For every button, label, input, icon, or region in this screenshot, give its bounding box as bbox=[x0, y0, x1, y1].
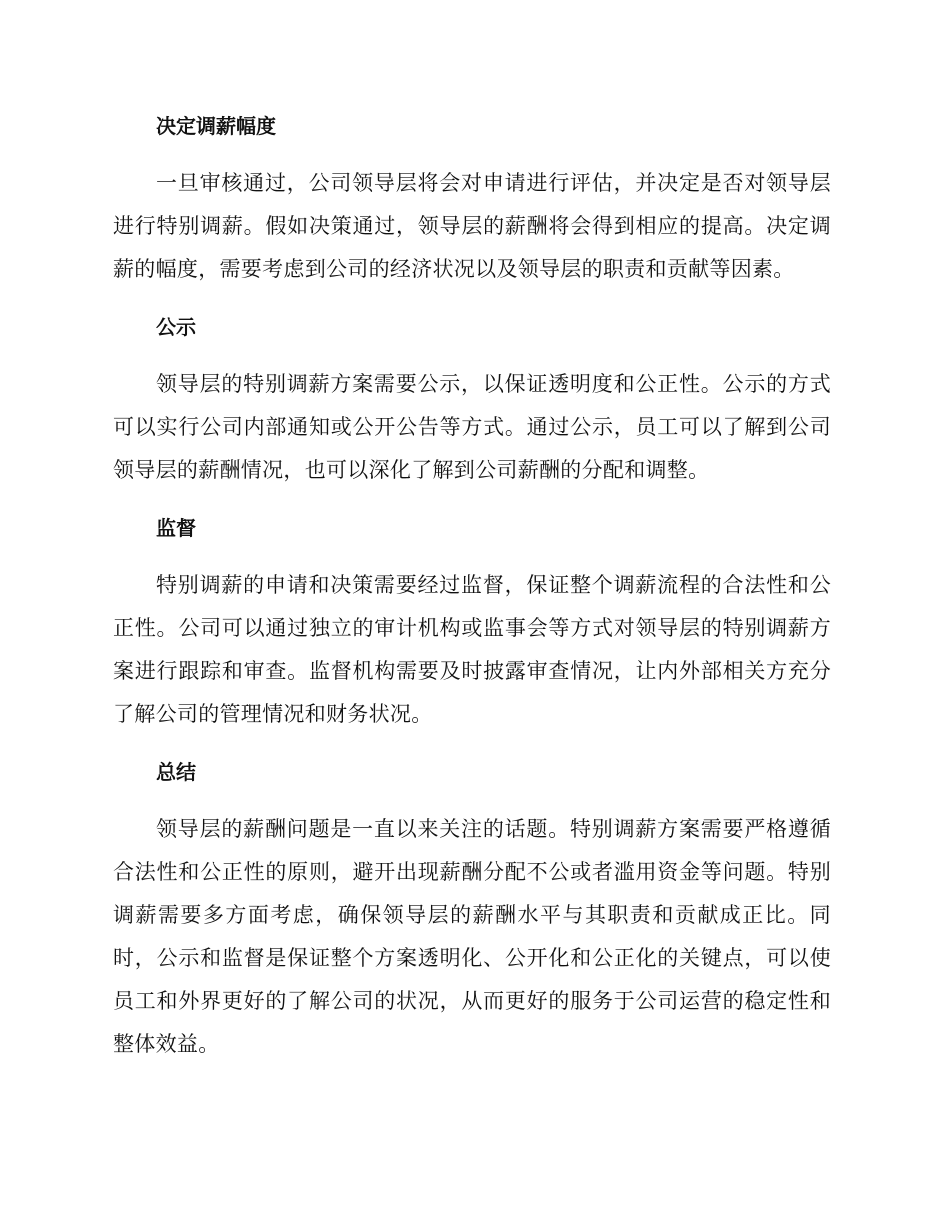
section-paragraph-supervision: 特别调薪的申请和决策需要经过监督，保证整个调薪流程的合法性和公正性。公司可以通过独立的审计机构或监事会等方式对领导层的特别调薪方案进行跟踪和审查。监督机构需要及时披露审查情况，让内外部相关方充分了解公司的管理情况和财务状况。 bbox=[113, 573, 831, 726]
section-heading-publicity: 公示 bbox=[156, 315, 196, 339]
section-heading-decide-adjustment: 决定调薪幅度 bbox=[156, 114, 276, 138]
document-body bbox=[113, 108, 831, 1084]
section-heading-supervision: 监督 bbox=[156, 516, 196, 540]
section-heading-summary: 总结 bbox=[156, 760, 196, 784]
section-paragraph-publicity: 领导层的特别调薪方案需要公示，以保证透明度和公正性。公示的方式可以实行公司内部通知或公开公告等方式。通过公示，员工可以了解到公司领导层的薪酬情况，也可以深化了解到公司薪酬的分配和调整。 bbox=[113, 372, 831, 482]
section-paragraph-summary: 领导层的薪酬问题是一直以来关注的话题。特别调薪方案需要严格遵循合法性和公正性的原则，避开出现薪酬分配不公或者滥用资金等问题。特别调薪需要多方面考虑，确保领导层的薪酬水平与其职责和贡献成正比。同时，公示和监督是保证整个方案透明化、公开化和公正化的关键点，可以使员工和外界更好的了解公司的状况，从而更好的服务于公司运营的稳定性和整体效益。 bbox=[113, 817, 831, 1056]
section-paragraph-decide-adjustment: 一旦审核通过，公司领导层将会对申请进行评估，并决定是否对领导层进行特别调薪。假如决策通过，领导层的薪酬将会得到相应的提高。决定调薪的幅度，需要考虑到公司的经济状况以及领导层的职责和贡献等因素。 bbox=[113, 171, 831, 281]
